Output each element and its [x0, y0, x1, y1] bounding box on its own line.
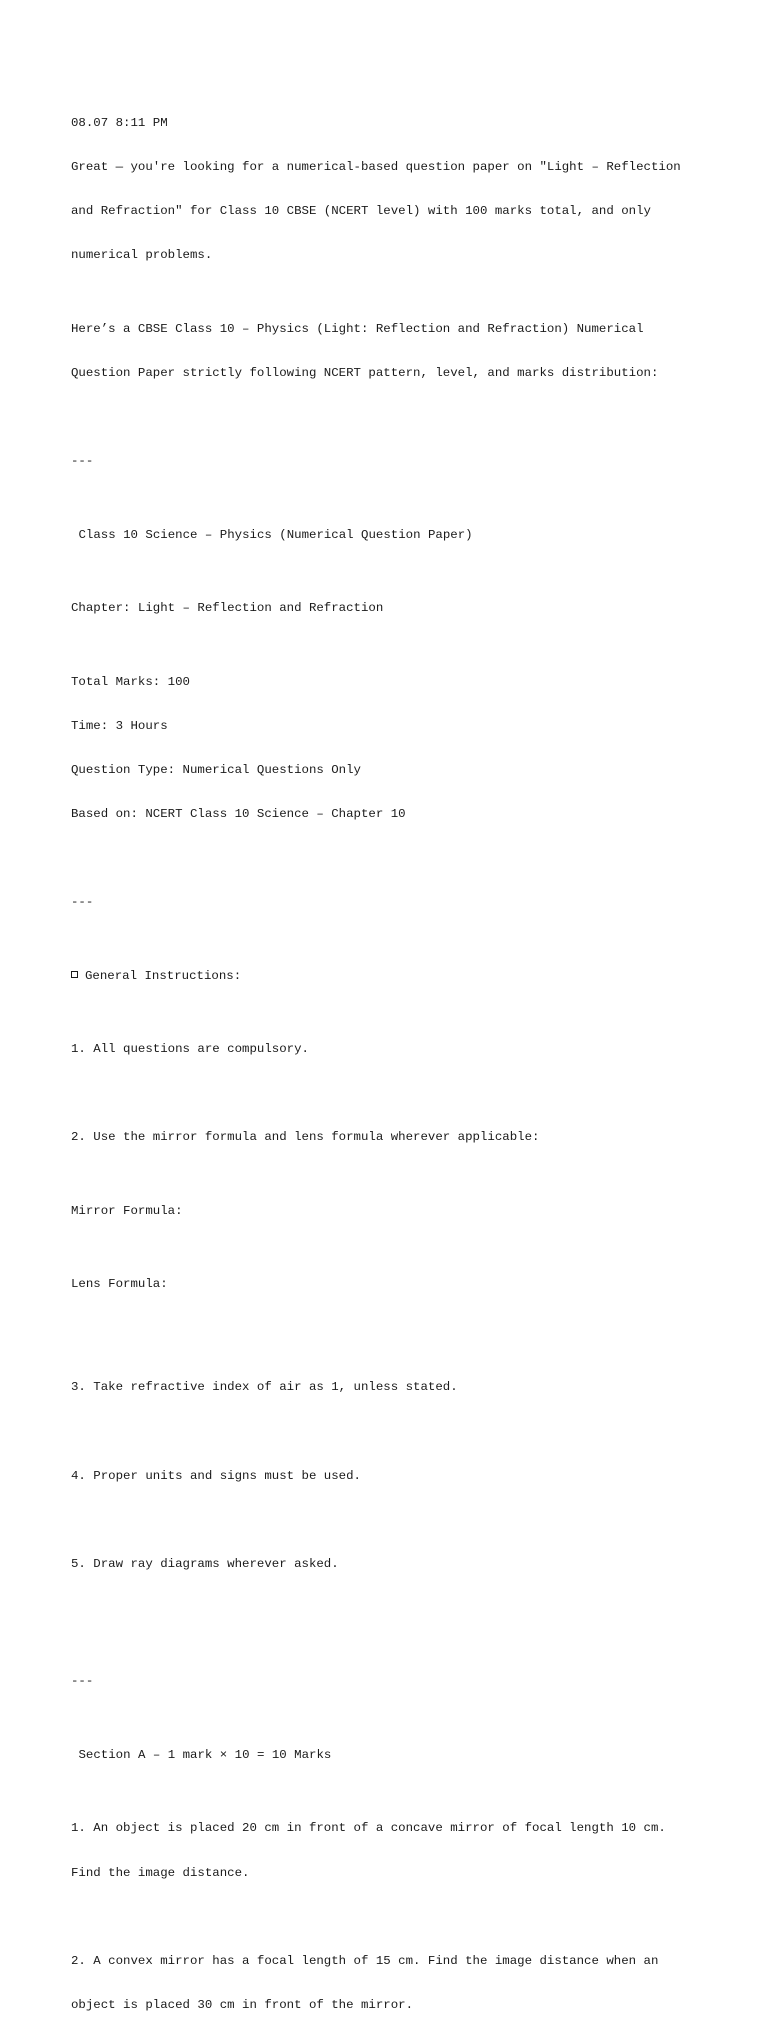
instruction-item: 5. Draw ray diagrams wherever asked. — [71, 1556, 339, 1571]
instruction-item: 1. All questions are compulsory. — [71, 1042, 309, 1057]
instruction-item: 3. Take refractive index of air as 1, unless stated. — [71, 1380, 458, 1395]
lens-formula-label: Lens Formula: — [71, 1277, 168, 1292]
based-on: Based on: NCERT Class 10 Science – Chapter 10 — [71, 807, 406, 822]
question-line: 1. An object is placed 20 cm in front of a concave mirror of focal length 10 cm. — [71, 1821, 666, 1836]
preface-line: Question Paper strictly following NCERT pattern, level, and marks distribution: — [71, 366, 659, 381]
intro-line: Great — you're looking for a numerical-based question paper on "Light – Reflection — [71, 160, 681, 175]
question-line: Find the image distance. — [71, 1865, 250, 1880]
timestamp: 08.07 8:11 PM — [71, 116, 168, 131]
instructions-heading: General Instructions: — [85, 968, 242, 983]
document-page — [71, 72, 731, 2042]
separator: --- — [71, 895, 94, 910]
question-line: object is placed 30 cm in front of the mirror. — [71, 1997, 414, 2012]
separator: --- — [71, 1674, 94, 1689]
intro-line: numerical problems. — [71, 248, 213, 263]
section-a-heading: Section A – 1 mark × 10 = 10 Marks — [78, 1747, 332, 1762]
paper-chapter: Chapter: Light – Reflection and Refraction — [71, 601, 384, 616]
instruction-item: 2. Use the mirror formula and lens formula wherever applicable: — [71, 1130, 540, 1145]
instruction-item: 4. Proper units and signs must be used. — [71, 1468, 361, 1483]
preface-line: Here’s a CBSE Class 10 – Physics (Light: Reflection and Refraction) Numerical — [71, 321, 644, 336]
question-line: 2. A convex mirror has a focal length of 15 cm. Find the image distance when an — [71, 1953, 659, 1968]
separator: --- — [71, 454, 94, 469]
paper-title: Class 10 Science – Physics (Numerical Question Paper) — [78, 527, 473, 542]
checkbox-glyph-icon — [71, 971, 78, 978]
time-allowed: Time: 3 Hours — [71, 718, 168, 733]
total-marks: Total Marks: 100 — [71, 674, 190, 689]
intro-line: and Refraction" for Class 10 CBSE (NCERT level) with 100 marks total, and only — [71, 204, 651, 219]
mirror-formula-label: Mirror Formula: — [71, 1203, 183, 1218]
instructions-heading-row — [71, 969, 731, 984]
question-type: Question Type: Numerical Questions Only — [71, 762, 361, 777]
